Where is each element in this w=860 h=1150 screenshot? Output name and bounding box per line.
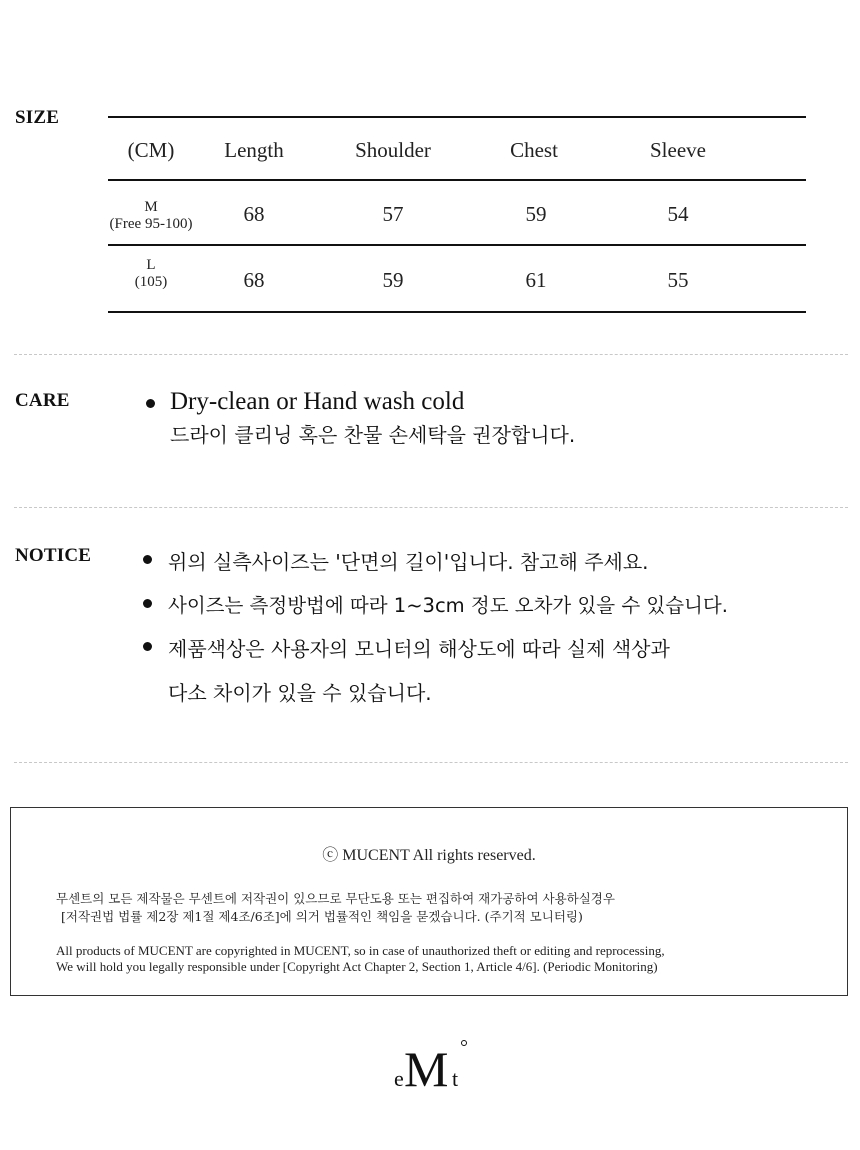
header-unit: (CM) [127,138,175,162]
divider [14,354,848,355]
copyright-ko-line: 무센트의 모든 제작물은 무센트에 저작권이 있으므로 무단도용 또는 편집하여 재가공하여 사용하실경우 [56,891,615,906]
logo-ring [461,1040,467,1046]
notice-item: 제품색상은 사용자의 모니터의 해상도에 따라 실제 색상과 [168,637,670,661]
care-section-label: CARE [15,390,70,411]
care-text-ko: 드라이 클리닝 혹은 찬물 손세탁을 권장합니다. [170,423,576,447]
table-header-rule [108,179,806,181]
notice-item: 위의 실측사이즈는 '단면의 길이'입니다. 참고해 주세요. [168,550,649,574]
logo-letter: M [404,1041,449,1097]
row-l-length: 68 [243,268,265,292]
notice-item-continuation: 다소 차이가 있을 수 있습니다. [168,681,432,705]
size-section-label: SIZE [15,107,60,128]
row-l-size-note: (105) [134,274,168,290]
row-m-length: 68 [243,202,265,226]
header-sleeve: Sleeve [650,138,706,162]
copyright-box [10,807,848,996]
notice-bullet [143,555,152,564]
row-l-shoulder: 59 [382,268,404,292]
care-text-en: Dry-clean or Hand wash cold [170,388,465,415]
row-l-sleeve: 55 [667,268,689,292]
row-m-shoulder: 57 [382,202,404,226]
copyright-en-line: All products of MUCENT are copyrighted in MUCENT, so in case of unauthorized theft or editing and reprocessing, [56,943,665,958]
care-bullet [146,399,155,408]
divider [14,762,848,763]
row-m-size: M [144,199,158,215]
copyright-ko-line: [저작권법 법률 제2장 제1절 제4조/6조]에 의거 법률적인 책임을 묻겠습니다. (주기적 모니터링) [61,909,583,924]
table-bottom-rule [108,311,806,313]
row-l-chest: 61 [525,268,547,292]
header-length: Length [224,138,284,162]
notice-bullet [143,642,152,651]
row-m-sleeve: 54 [667,202,689,226]
notice-section-label: NOTICE [15,545,92,566]
row-m-chest: 59 [525,202,547,226]
row-l-size: L [146,257,156,273]
copyright-en-line: We will hold you legally responsible under [Copyright Act Chapter 2, Section 1, Article 4/6]. (Periodic Monitoring) [56,959,658,974]
notice-item: 사이즈는 측정방법에 따라 1~3cm 정도 오차가 있을 수 있습니다. [168,594,728,617]
table-top-rule [108,116,806,118]
table-row-rule [108,244,806,246]
logo-letter: e [394,1066,404,1091]
divider [14,507,848,508]
header-shoulder: Shoulder [355,138,431,162]
copyright-title: ⓒ MUCENT All rights reserved. [322,847,536,864]
header-chest: Chest [510,138,558,162]
notice-bullet [143,599,152,608]
logo-letter: t [452,1066,459,1091]
row-m-size-note: (Free 95-100) [109,216,193,232]
brand-logo [394,1040,474,1100]
